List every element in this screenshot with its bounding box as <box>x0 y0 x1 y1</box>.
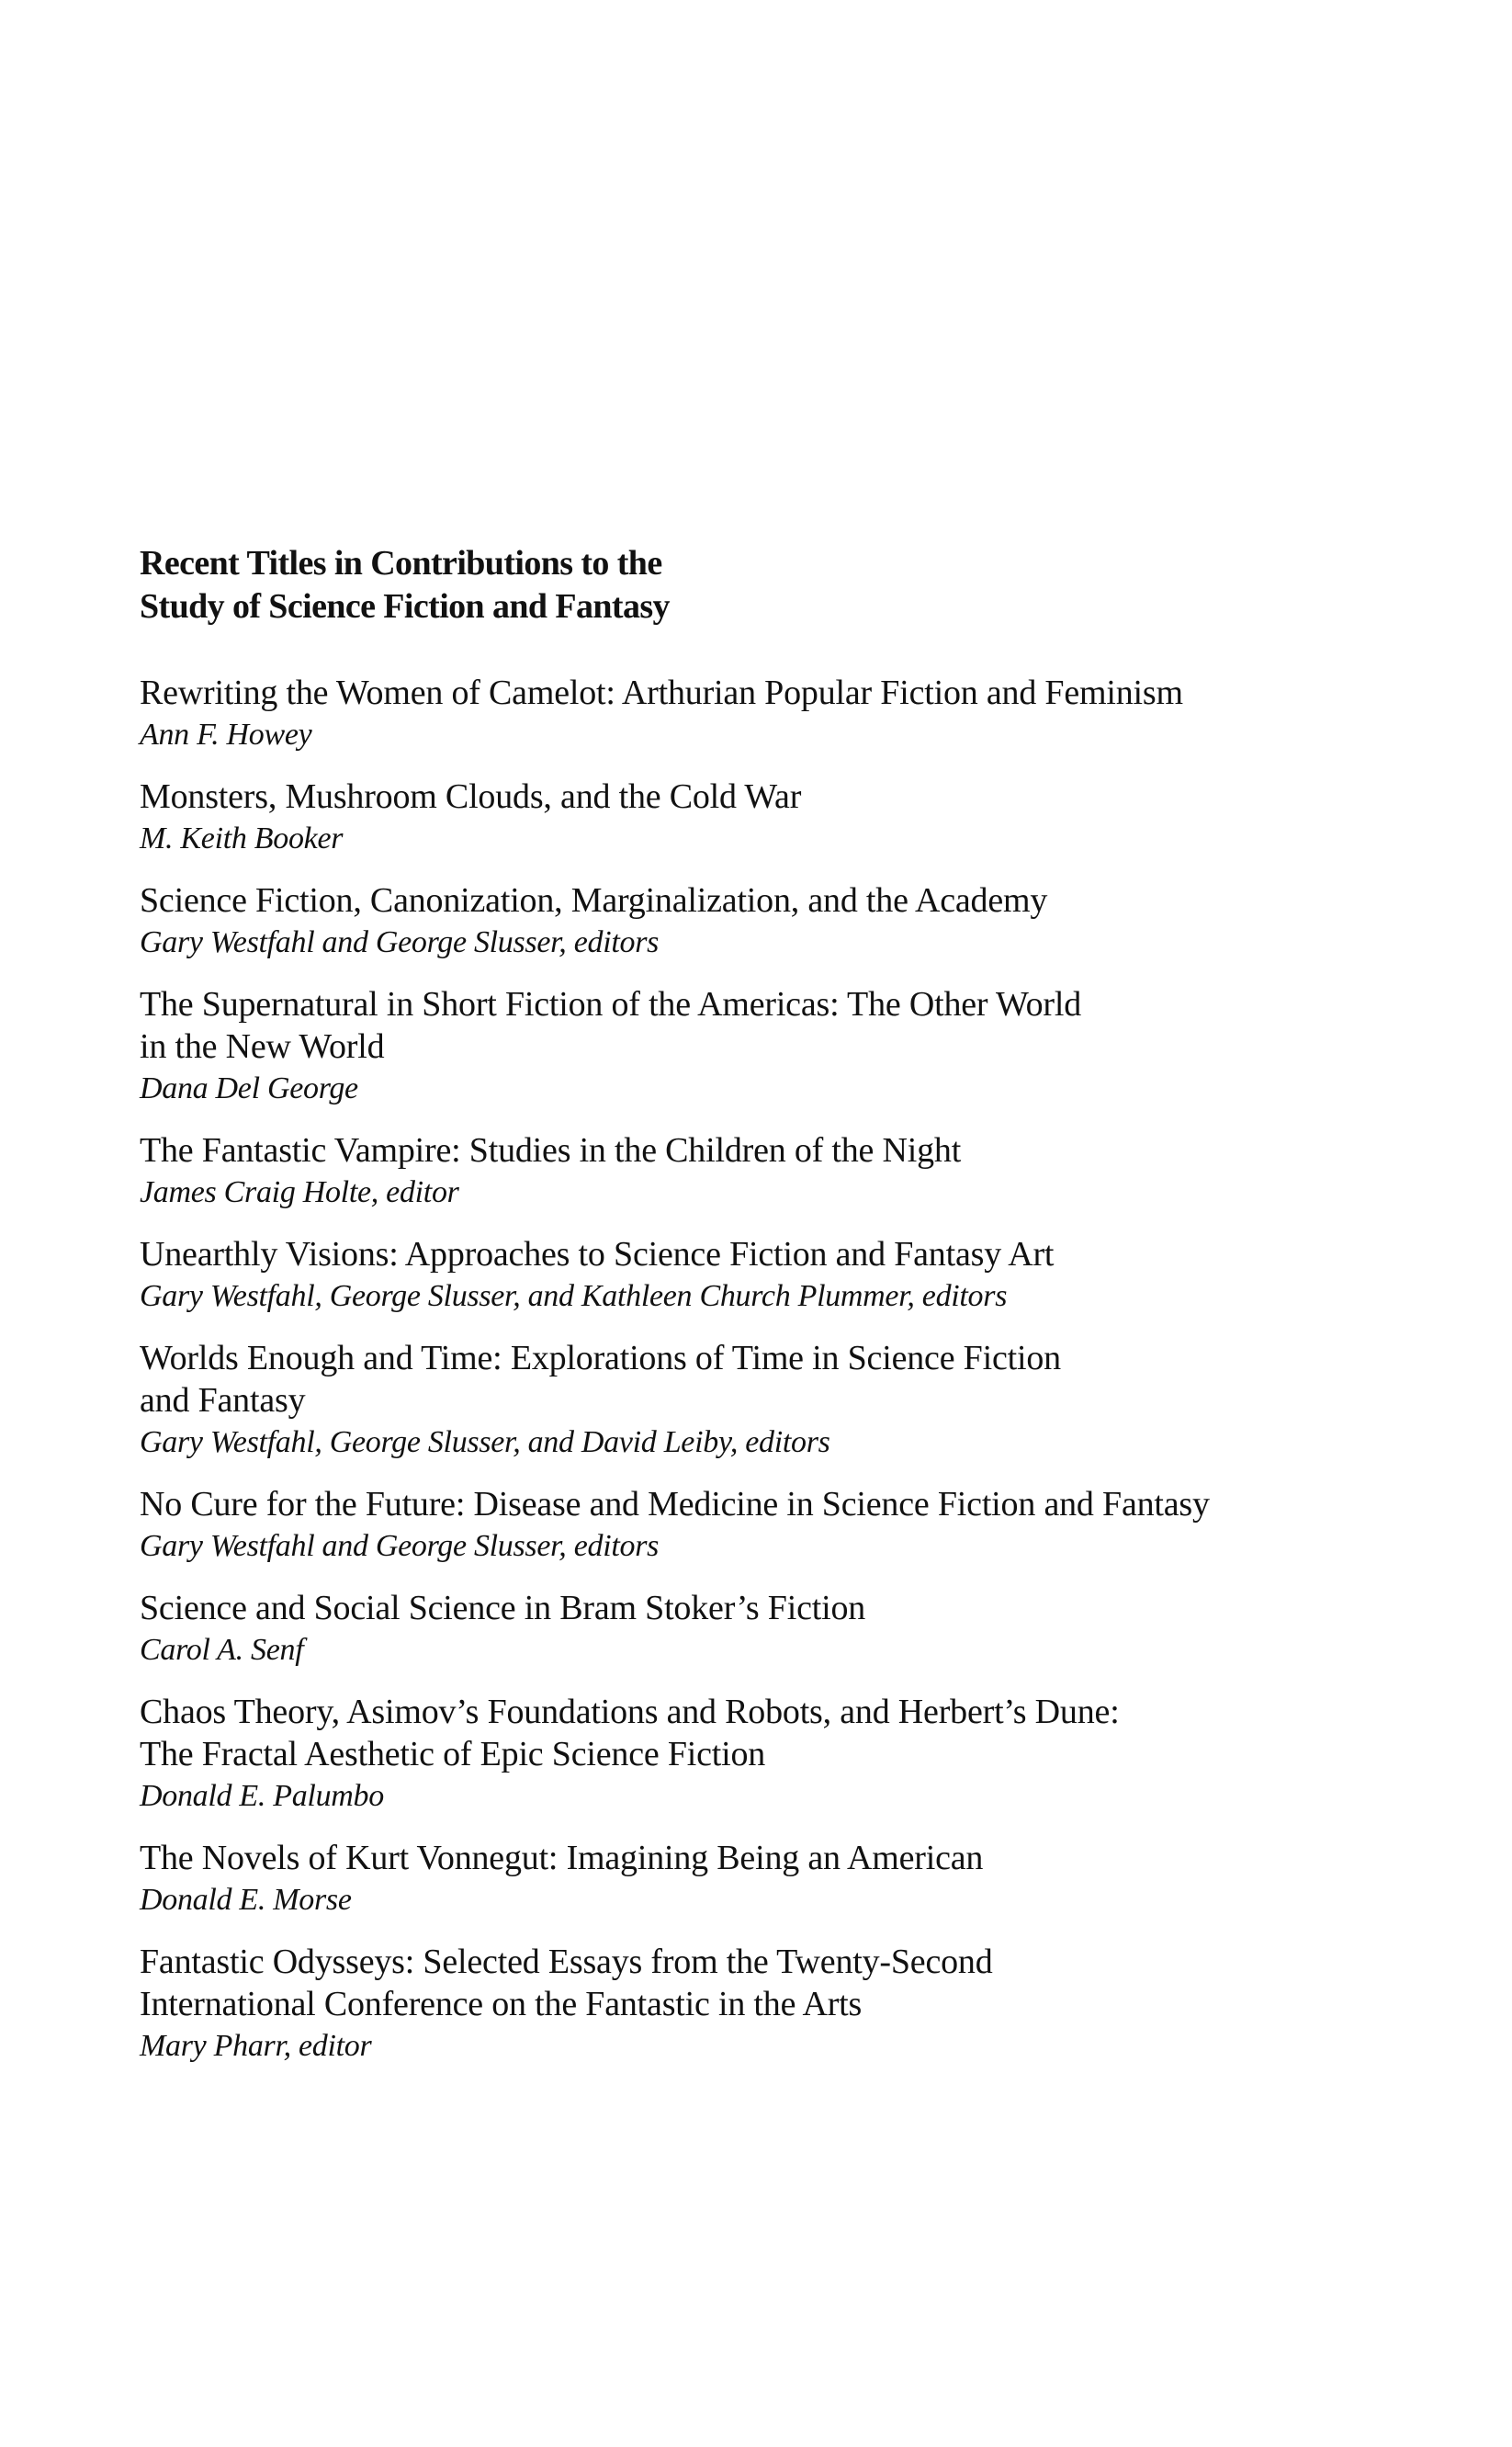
book-author: Gary Westfahl and George Slusser, editors <box>140 1529 660 1563</box>
book-title-line: The Novels of Kurt Vonnegut: Imagining Being an American <box>140 1839 984 1877</box>
book-title <box>140 776 1407 818</box>
list-item <box>140 1691 1407 1818</box>
book-author: Gary Westfahl, George Slusser, and David Leiby, editors <box>140 1425 830 1459</box>
book-author: Carol A. Senf <box>140 1633 304 1667</box>
list-item <box>140 1337 1407 1464</box>
book-title-line: The Fantastic Vampire: Studies in the Children of the Night <box>140 1131 962 1170</box>
book-title-line: Monsters, Mushroom Clouds, and the Cold War <box>140 777 802 816</box>
book-title <box>140 1337 1407 1422</box>
series-heading <box>140 542 1407 629</box>
book-author: Mary Pharr, editor <box>140 2029 372 2063</box>
book-list-page <box>140 542 1407 2087</box>
book-author: Donald E. Morse <box>140 1883 352 1917</box>
list-item <box>140 672 1407 756</box>
book-title-line: Science and Social Science in Bram Stoker’s Fiction <box>140 1589 866 1627</box>
book-title-line: The Supernatural in Short Fiction of the Americas: The Other World <box>140 985 1082 1024</box>
book-author: Gary Westfahl and George Slusser, editors <box>140 925 660 959</box>
book-author: Dana Del George <box>140 1071 358 1105</box>
list-item <box>140 776 1407 860</box>
series-heading-line-2: Study of Science Fiction and Fantasy <box>140 587 670 626</box>
book-title <box>140 672 1407 714</box>
book-title-line: International Conference on the Fantastic in the Arts <box>140 1985 863 2023</box>
book-title-line: in the New World <box>140 1027 385 1066</box>
list-item <box>140 1587 1407 1671</box>
book-title-line: and Fantasy <box>140 1381 306 1420</box>
book-title <box>140 1233 1407 1275</box>
book-title-line: Fantastic Odysseys: Selected Essays from the Twenty-Second <box>140 1943 993 1981</box>
book-title <box>140 879 1407 922</box>
series-heading-line-1: Recent Titles in Contributions to the <box>140 544 662 583</box>
book-author: Ann F. Howey <box>140 718 312 752</box>
book-title <box>140 1483 1407 1525</box>
book-title <box>140 1837 1407 1879</box>
list-item <box>140 1129 1407 1214</box>
list-item <box>140 1483 1407 1568</box>
book-title-line: Worlds Enough and Time: Explorations of Time in Science Fiction <box>140 1339 1061 1377</box>
book-title-line: No Cure for the Future: Disease and Medicine in Science Fiction and Fantasy <box>140 1485 1210 1524</box>
book-title-line: The Fractal Aesthetic of Epic Science Fiction <box>140 1735 766 1773</box>
list-item <box>140 983 1407 1110</box>
list-item <box>140 879 1407 964</box>
book-title-line: Unearthly Visions: Approaches to Science Fiction and Fantasy Art <box>140 1235 1055 1274</box>
list-item <box>140 1941 1407 2067</box>
book-title <box>140 1941 1407 2025</box>
book-author: Donald E. Palumbo <box>140 1779 384 1813</box>
book-title <box>140 1691 1407 1775</box>
book-author: Gary Westfahl, George Slusser, and Kathleen Church Plummer, editors <box>140 1279 1008 1313</box>
book-title-line: Rewriting the Women of Camelot: Arthurian Popular Fiction and Feminism <box>140 674 1183 712</box>
book-title-line: Science Fiction, Canonization, Marginalization, and the Academy <box>140 881 1048 920</box>
book-title <box>140 1587 1407 1629</box>
title-list <box>140 672 1407 2067</box>
book-author: James Craig Holte, editor <box>140 1175 459 1209</box>
list-item <box>140 1837 1407 1921</box>
book-title-line: Chaos Theory, Asimov’s Foundations and Robots, and Herbert’s Dune: <box>140 1693 1120 1731</box>
book-title <box>140 1129 1407 1172</box>
book-title <box>140 983 1407 1068</box>
book-author: M. Keith Booker <box>140 821 344 855</box>
list-item <box>140 1233 1407 1318</box>
